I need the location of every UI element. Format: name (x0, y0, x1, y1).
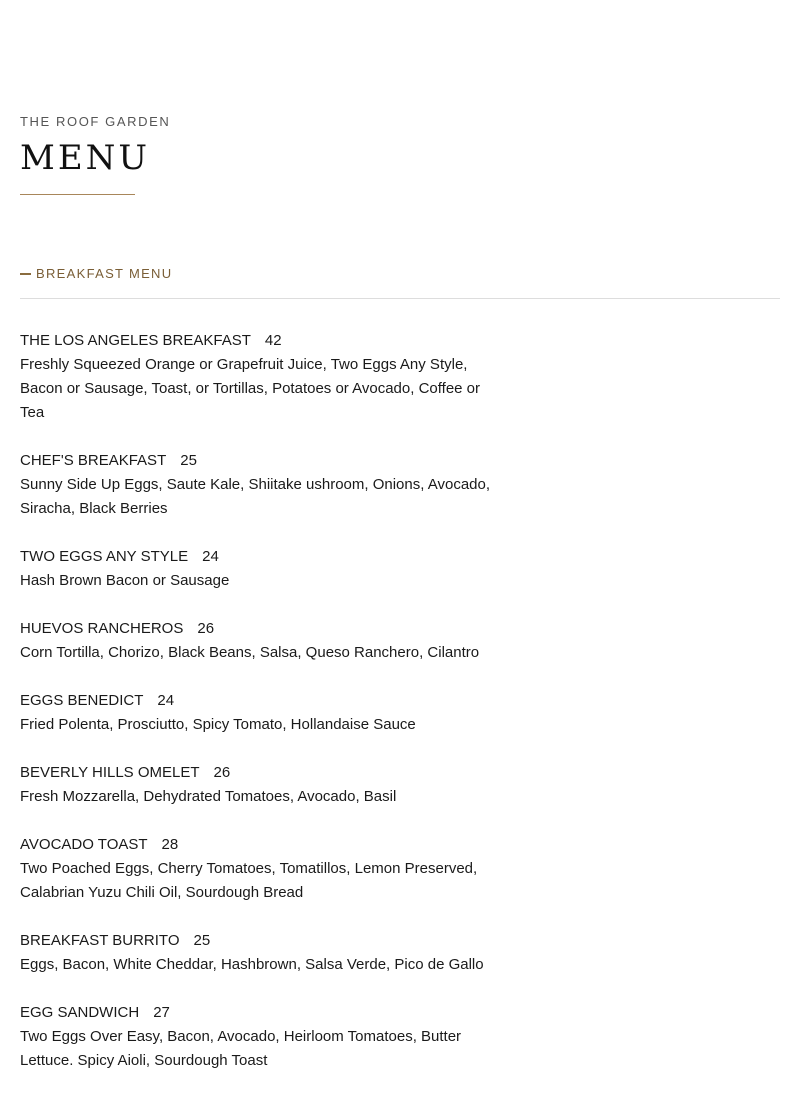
menu-item (20, 1001, 490, 1073)
menu-item (20, 617, 490, 665)
menu-item-name: EGG SANDWICH (20, 1004, 140, 1021)
menu-item (20, 833, 490, 905)
menu-item (20, 449, 490, 521)
menu-item-header (20, 929, 490, 953)
menu-item-name: EGGS BENEDICT (20, 692, 144, 709)
menu-item (20, 545, 490, 593)
menu-item-description: Eggs, Bacon, White Cheddar, Hashbrown, Salsa Verde, Pico de Gallo (20, 956, 484, 973)
menu-item-header (20, 761, 490, 785)
menu-item (20, 329, 490, 425)
menu-item-name: HUEVOS RANCHEROS (20, 620, 184, 637)
section-label: BREAKFAST MENU (36, 266, 173, 281)
menu-item (20, 929, 490, 977)
menu-item-description: Two Eggs Over Easy, Bacon, Avocado, Heirloom Tomatoes, Butter Lettuce. Spicy Aioli, Sourdough Toast (20, 1028, 462, 1069)
menu-item-description: Fried Polenta, Prosciutto, Spicy Tomato, Hollandaise Sauce (20, 716, 416, 733)
menu-item-price: 28 (161, 836, 179, 853)
menu-item-name: BEVERLY HILLS OMELET (20, 764, 200, 781)
menu-item-description: Corn Tortilla, Chorizo, Black Beans, Salsa, Queso Ranchero, Cilantro (20, 644, 480, 661)
menu-item-header (20, 545, 490, 569)
menu-item (20, 761, 490, 809)
menu-item-name: TWO EGGS ANY STYLE (20, 548, 189, 565)
page-title: MENU (20, 138, 151, 178)
menu-item (20, 689, 490, 737)
menu-item-description: Fresh Mozzarella, Dehydrated Tomatoes, Avocado, Basil (20, 788, 397, 805)
menu-item-price: 24 (202, 548, 219, 565)
menu-item-price: 27 (153, 1004, 170, 1021)
dash-icon (20, 273, 31, 275)
menu-item-header (20, 689, 490, 713)
menu-item-header (20, 617, 490, 641)
menu-item-list (20, 329, 490, 1097)
menu-item-price: 25 (180, 452, 197, 469)
menu-item-name: BREAKFAST BURRITO (20, 932, 180, 949)
menu-item-description: Freshly Squeezed Orange or Grapefruit Juice, Two Eggs Any Style, Bacon or Sausage, Toast, or Tortillas, Potatoes or Avocado, Coffee or Tea (20, 356, 481, 421)
menu-item-price: 24 (157, 692, 175, 709)
menu-item-header (20, 1001, 490, 1025)
menu-item-description: Hash Brown Bacon or Sausage (20, 572, 230, 589)
menu-item-name: AVOCADO TOAST (20, 836, 148, 853)
menu-item-price: 26 (197, 620, 215, 637)
menu-item-description: Sunny Side Up Eggs, Saute Kale, Shiitake ushroom, Onions, Avocado, Siracha, Black Berries (20, 476, 491, 517)
menu-item-name: THE LOS ANGELES BREAKFAST (20, 332, 251, 349)
menu-item-header (20, 329, 490, 353)
title-divider (20, 194, 135, 195)
section-divider (20, 298, 780, 299)
menu-item-header (20, 449, 490, 473)
menu-item-price: 42 (264, 332, 282, 349)
section-header-breakfast (20, 266, 172, 282)
restaurant-name: THE ROOF GARDEN (20, 114, 171, 129)
menu-item-price: 26 (213, 764, 231, 781)
menu-item-description: Two Poached Eggs, Cherry Tomatoes, Tomatillos, Lemon Preserved, Calabrian Yuzu Chili Oil, Sourdough Bread (20, 860, 478, 901)
menu-item-name: CHEF'S BREAKFAST (20, 452, 167, 469)
menu-item-header (20, 833, 490, 857)
menu-item-price: 25 (193, 932, 211, 949)
